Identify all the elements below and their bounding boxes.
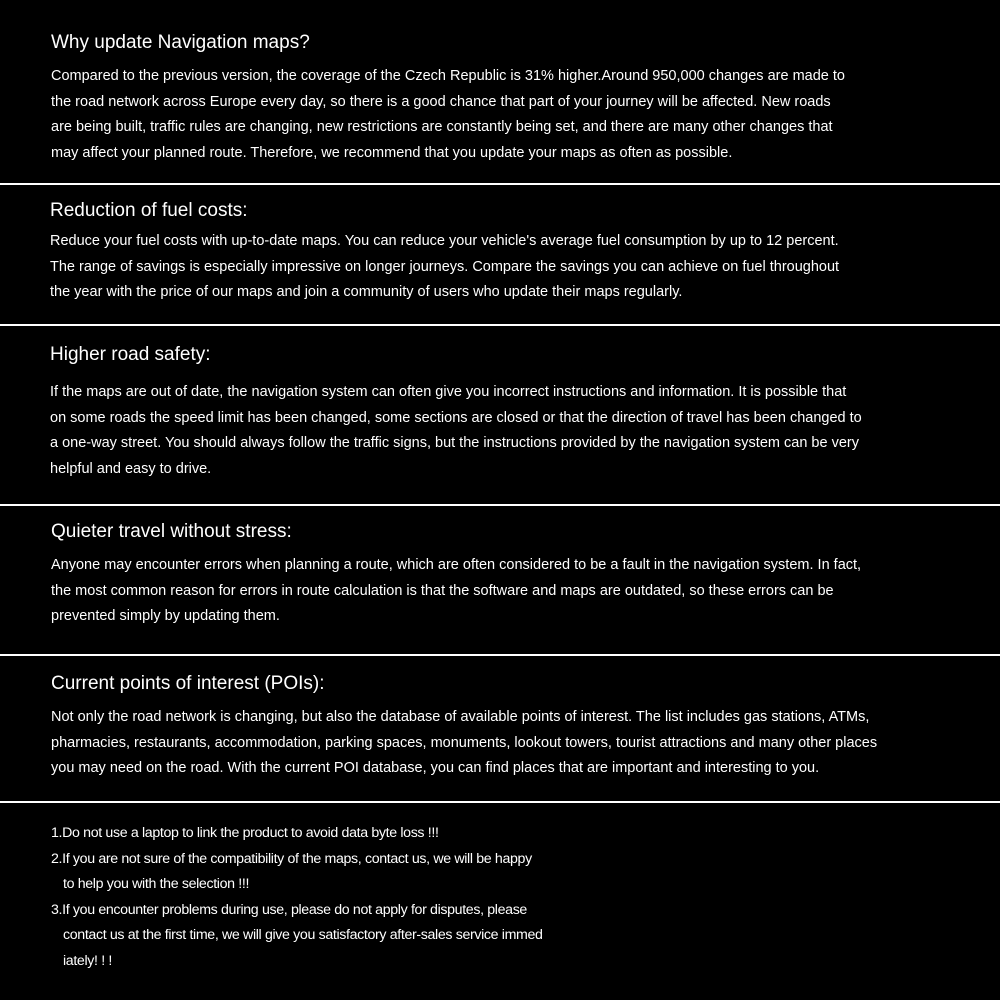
divider [0,654,1000,656]
note-item-continued: to help you with the selection !!! [63,876,250,892]
body-line: pharmacies, restaurants, accommodation, parking spaces, monuments, lookout towers, tourist attractions and many other places [51,734,878,751]
body-line: prevented simply by updating them. [51,608,280,625]
note-item: 2.If you are not sure of the compatibility of the maps, contact us, we will be happy [51,850,532,867]
divider [0,324,1000,326]
section-body [51,64,845,167]
section-body [50,380,862,483]
note-item-continued: iately! ! ! [63,952,112,969]
body-line: may affect your planned route. Therefore, we recommend that you update your maps as often as possible. [51,145,733,162]
section-body [50,229,839,306]
note-item: 3.If you encounter problems during use, please do not apply for disputes, please [51,901,527,918]
divider [0,504,1000,506]
divider [0,183,1000,185]
section-road-safety [50,342,862,483]
section-title: Why update Navigation maps? [51,32,310,53]
section-why-update [51,30,845,167]
body-line: the road network across Europe every day, so there is a good chance that part of your journey will be affected. New roads [51,93,831,110]
body-line: Compared to the previous version, the coverage of the Czech Republic is 31% higher.Around 950,000 changes are made to [51,68,845,84]
body-line: Anyone may encounter errors when planning a route, which are often considered to be a fault in the navigation system. In fact, [51,557,862,573]
body-line: Not only the road network is changing, but also the database of available points of interest. The list includes gas stations, ATMs, [51,709,870,725]
body-line: If the maps are out of date, the navigation system can often give you incorrect instructions and information. It is possible that [50,384,847,400]
body-line: Reduce your fuel costs with up-to-date maps. You can reduce your vehicle's average fuel consumption by up to 12 percent. [50,233,839,249]
body-line: on some roads the speed limit has been changed, some sections are closed or that the direction of travel has been changed to [50,409,862,426]
section-body [51,705,877,782]
section-title: Reduction of fuel costs: [50,200,248,221]
section-fuel-costs [50,198,839,306]
body-line: you may need on the road. With the current POI database, you can find places that are important and interesting to you. [51,760,820,777]
section-poi [51,671,877,782]
section-title: Current points of interest (POIs): [51,673,325,694]
body-line: are being built, traffic rules are changing, new restrictions are constantly being set, and there are many other changes that [51,119,833,136]
body-line: helpful and easy to drive. [50,461,212,478]
divider [0,801,1000,803]
body-line: The range of savings is especially impressive on longer journeys. Compare the savings you can achieve on fuel throughout [50,258,840,275]
body-line: a one-way street. You should always follow the traffic signs, but the instructions provided by the navigation system can be very [50,435,859,452]
notes-list [51,821,543,974]
note-item: 1.Do not use a laptop to link the product to avoid data byte loss !!! [51,825,439,841]
section-title: Higher road safety: [50,344,211,365]
section-quieter-travel [51,519,861,630]
section-body [51,553,861,630]
body-line: the year with the price of our maps and join a community of users who update their maps regularly. [50,284,683,301]
note-item-continued: contact us at the first time, we will give you satisfactory after-sales service immed [63,927,543,943]
body-line: the most common reason for errors in route calculation is that the software and maps are outdated, so these errors can be [51,582,834,599]
section-title: Quieter travel without stress: [51,521,292,542]
